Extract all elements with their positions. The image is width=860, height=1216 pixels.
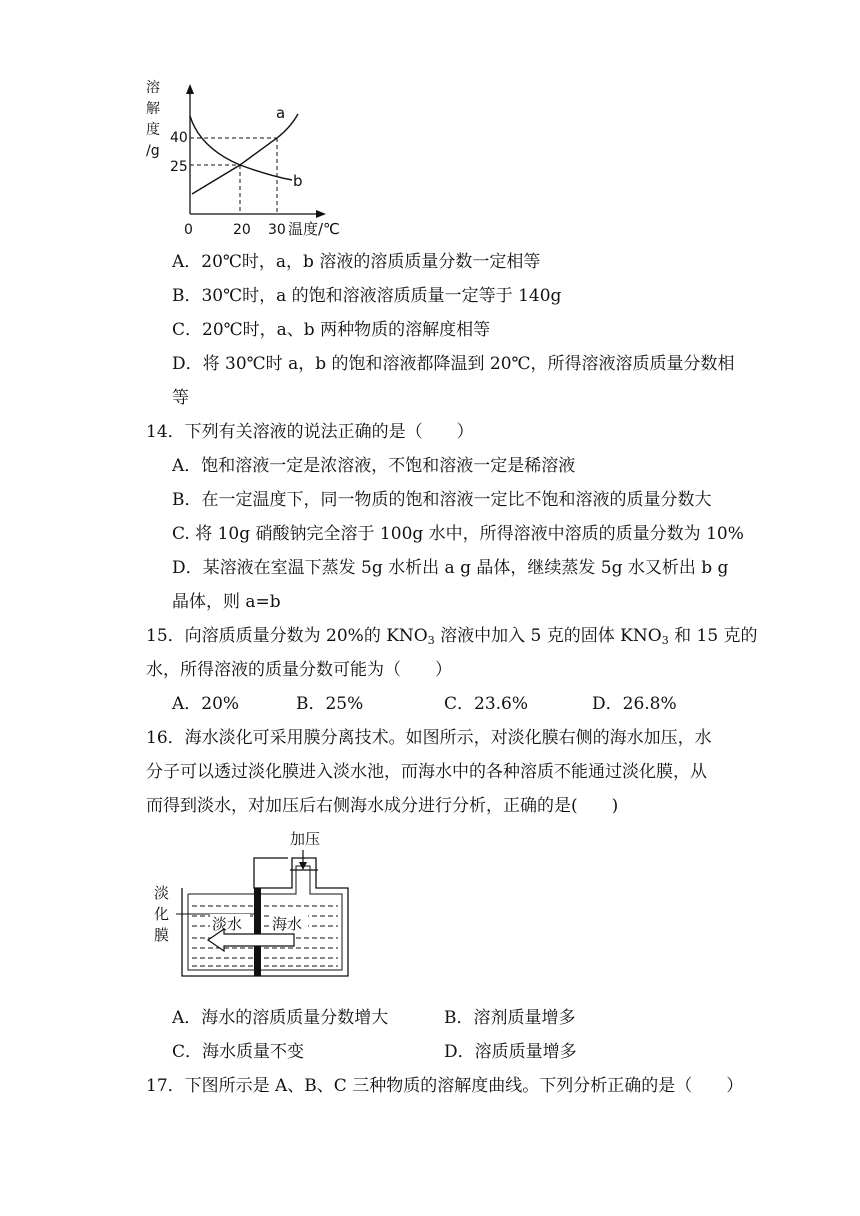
q16-option-c: C．海水质量不变 bbox=[172, 1042, 305, 1062]
x-tick-30: 30 bbox=[268, 222, 286, 238]
y-label-4: /g bbox=[146, 143, 160, 159]
curve-a bbox=[192, 114, 298, 194]
x-tick-0: 0 bbox=[184, 222, 193, 238]
q16-option-d: D．溶质质量增多 bbox=[444, 1042, 577, 1062]
q16-stem-line3: 而得到淡水，对加压后右侧海水成分进行分析，正确的是( ) bbox=[146, 796, 619, 816]
y-tick-40: 40 bbox=[170, 130, 188, 146]
q14-option-b: B．在一定温度下，同一物质的饱和溶液一定比不饱和溶液的质量分数大 bbox=[172, 490, 712, 510]
y-label-2: 解 bbox=[146, 101, 160, 117]
q15-option-a: A．20% bbox=[172, 694, 240, 714]
q15-option-d: D．26.8% bbox=[592, 694, 677, 714]
solubility-graph bbox=[140, 76, 340, 242]
y-label-1: 溶 bbox=[146, 80, 160, 96]
q15-stem-line2: 水，所得溶液的质量分数可能为（ ） bbox=[146, 660, 452, 680]
q15-option-b: B．25% bbox=[296, 694, 364, 714]
q13-option-a: A．20℃时，a，b 溶液的溶质质量分数一定相等 bbox=[172, 252, 541, 272]
q14-stem: 14．下列有关溶液的说法正确的是（ ） bbox=[146, 422, 474, 442]
q15-sub2: 3 bbox=[661, 634, 669, 647]
q15-stem-line1 bbox=[146, 624, 758, 648]
y-label-3: 度 bbox=[146, 122, 160, 138]
q14-option-d-line1: D．某溶液在室温下蒸发 5g 水析出 a g 晶体，继续蒸发 5g 水又析出 b g bbox=[172, 558, 729, 578]
q13-option-d-line2: 等 bbox=[172, 388, 189, 408]
q15-stem-part1: 15．向溶质质量分数为 20%的 KNO bbox=[146, 626, 428, 646]
membrane-bar bbox=[254, 888, 261, 976]
q14-option-c: C. 将 10g 硝酸钠完全溶于 100g 水中，所得溶液中溶质的质量分数为 10% bbox=[172, 524, 744, 544]
curve-b-label: b bbox=[293, 172, 303, 190]
q15-stem-part3: 和 15 克的 bbox=[668, 626, 758, 646]
q15-stem-part2: 溶液中加入 5 克的固体 KNO bbox=[434, 626, 662, 646]
curve-a-label: a bbox=[276, 104, 286, 122]
q13-option-b: B．30℃时，a 的饱和溶液溶质质量一定等于 140g bbox=[172, 286, 562, 306]
q16-stem-line2: 分子可以透过淡化膜进入淡水池，而海水中的各种溶质不能通过淡化膜，从 bbox=[146, 762, 707, 782]
q17-stem: 17．下图所示是 A、B、C 三种物质的溶解度曲线。下列分析正确的是（ ） bbox=[146, 1076, 744, 1096]
x-axis-label: 温度/℃ bbox=[288, 220, 340, 238]
fresh-water-label: 淡水 bbox=[212, 915, 243, 933]
q15-sub1: 3 bbox=[427, 634, 435, 647]
x-tick-20: 20 bbox=[233, 222, 251, 238]
sea-water-label: 海水 bbox=[272, 915, 303, 933]
pressure-label: 加压 bbox=[290, 830, 321, 848]
desalination-diagram bbox=[150, 826, 356, 988]
q14-option-d-line2: 晶体，则 a=b bbox=[172, 592, 281, 612]
q16-option-a: A．海水的溶质质量分数增大 bbox=[172, 1008, 389, 1028]
q14-option-a: A．饱和溶液一定是浓溶液，不饱和溶液一定是稀溶液 bbox=[172, 456, 576, 476]
membrane-label-3: 膜 bbox=[154, 926, 170, 944]
q13-option-d-line1: D．将 30℃时 a，b 的饱和溶液都降温到 20℃，所得溶液溶质质量分数相 bbox=[172, 354, 735, 374]
y-tick-25: 25 bbox=[170, 159, 188, 175]
q13-option-c: C．20℃时，a、b 两种物质的溶解度相等 bbox=[172, 320, 491, 340]
membrane-label-2: 化 bbox=[154, 905, 170, 923]
membrane-label-1: 淡 bbox=[154, 884, 170, 902]
q16-option-b: B．溶剂质量增多 bbox=[444, 1008, 576, 1028]
q15-option-c: C．23.6% bbox=[444, 694, 529, 714]
q16-stem-line1: 16．海水淡化可采用膜分离技术。如图所示，对淡化膜右侧的海水加压，水 bbox=[146, 728, 712, 748]
